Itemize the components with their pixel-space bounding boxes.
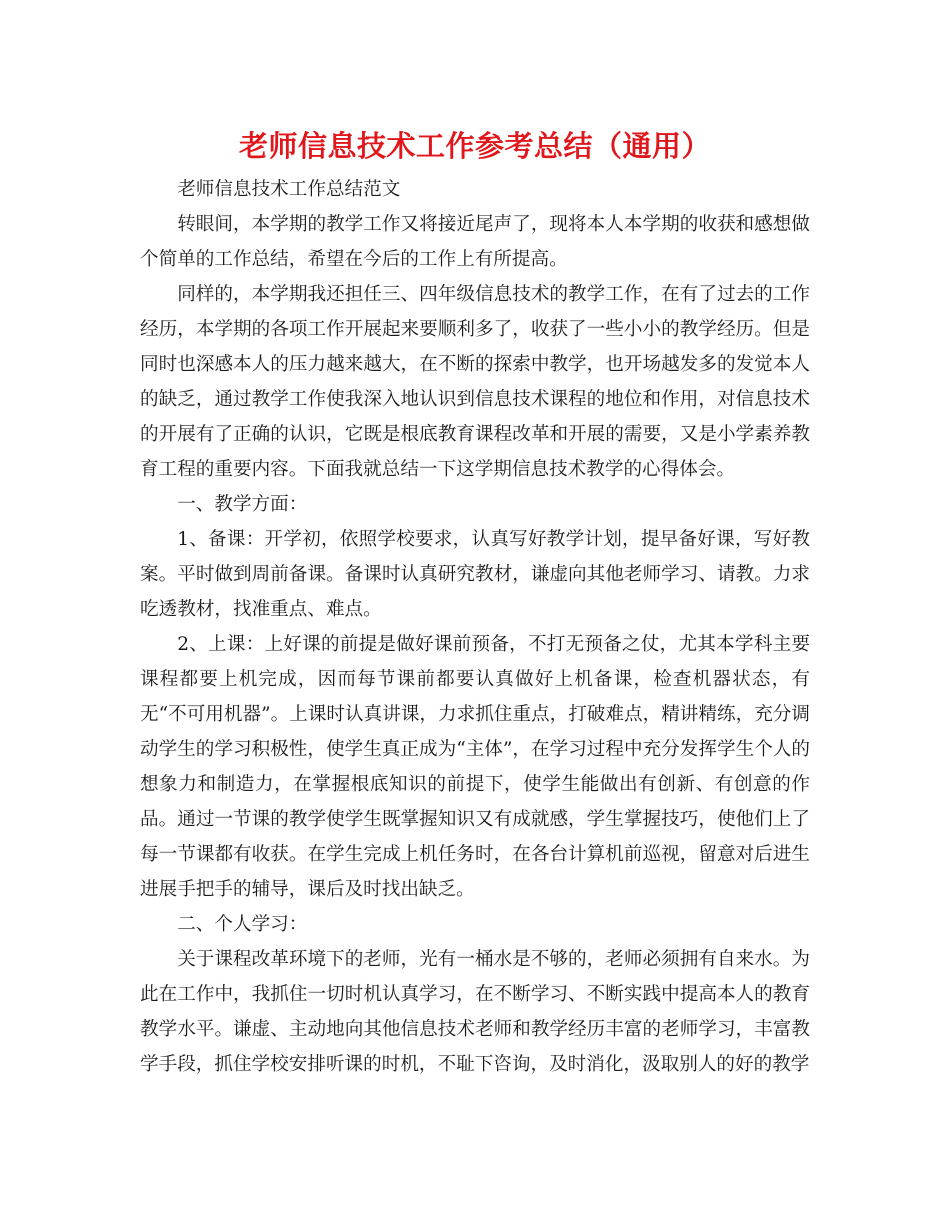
section-heading-personal-study: 二、个人学习： (177, 914, 308, 935)
class-teaching-paragraph: 2、上课：上好课的前提是做好课前预备，不打无预备之仗，尤其本学科主要课程都要上机完成，因而每节课前都要认真做好上机备课，检查机器状态，有无“不可用机器”。上课时认真讲课，力求抓住重点，打破难点，精讲精练，充分调动学生的学习积极性，使学生真正成为“主体”，在学习过程中充分发挥学生个人的想象力和制造力，在掌握根底知识的前提下，使学生能做出有创新、有创意的作品。通过一节课的教学使学生既掌握知识又有成就感，学生掌握技巧，使他们上了每一节课都有收获。在学生完成上机任务时，在各台计算机前巡视，留意对后进生进展手把手的辅导，课后及时找出缺乏。 (140, 634, 810, 900)
section-heading-teaching: 一、教学方面： (177, 494, 308, 515)
document-page (140, 120, 810, 1082)
lesson-prep-paragraph: 1、备课：开学初，依照学校要求，认真写好教学计划，提早备好课，写好教案。平时做到周前备课。备课时认真研究教材，谦虚向其他老师学习、请教。力求吃透教材，找准重点、难点。 (140, 529, 810, 620)
subtitle-paragraph: 老师信息技术工作总结范文 (177, 179, 401, 200)
personal-study-paragraph: 关于课程改革环境下的老师，光有一桶水是不够的，老师必须拥有自来水。为此在工作中，我抓住一切时机认真学习，在不断学习、不断实践中提高本人的教育教学水平。谦虚、主动地向其他信息技术老师和教学经历丰富的老师学习，丰富教学手段，抓住学校安排听课的时机，不耻下咨询，及时消化，汲取别人的好的教学 (140, 949, 810, 1075)
overview-paragraph: 同样的，本学期我还担任三、四年级信息技术的教学工作，在有了过去的工作经历，本学期的各项工作开展起来要顺利多了，收获了一些小小的教学经历。但是同时也深感本人的压力越来越大，在不断的探索中教学，也开场越发多的发觉本人的缺乏，通过教学工作使我深入地认识到信息技术课程的地位和作用，对信息技术的开展有了正确的认识，它既是根底教育课程改革和开展的需要，又是小学素养教育工程的重要内容。下面我就总结一下这学期信息技术教学的心得体会。 (140, 284, 810, 480)
intro-paragraph: 转眼间，本学期的教学工作又将接近尾声了，现将本人本学期的收获和感想做个简单的工作总结，希望在今后的工作上有所提高。 (140, 214, 810, 270)
document-title: 老师信息技术工作参考总结（通用） (238, 129, 711, 163)
document-body (140, 172, 810, 1082)
